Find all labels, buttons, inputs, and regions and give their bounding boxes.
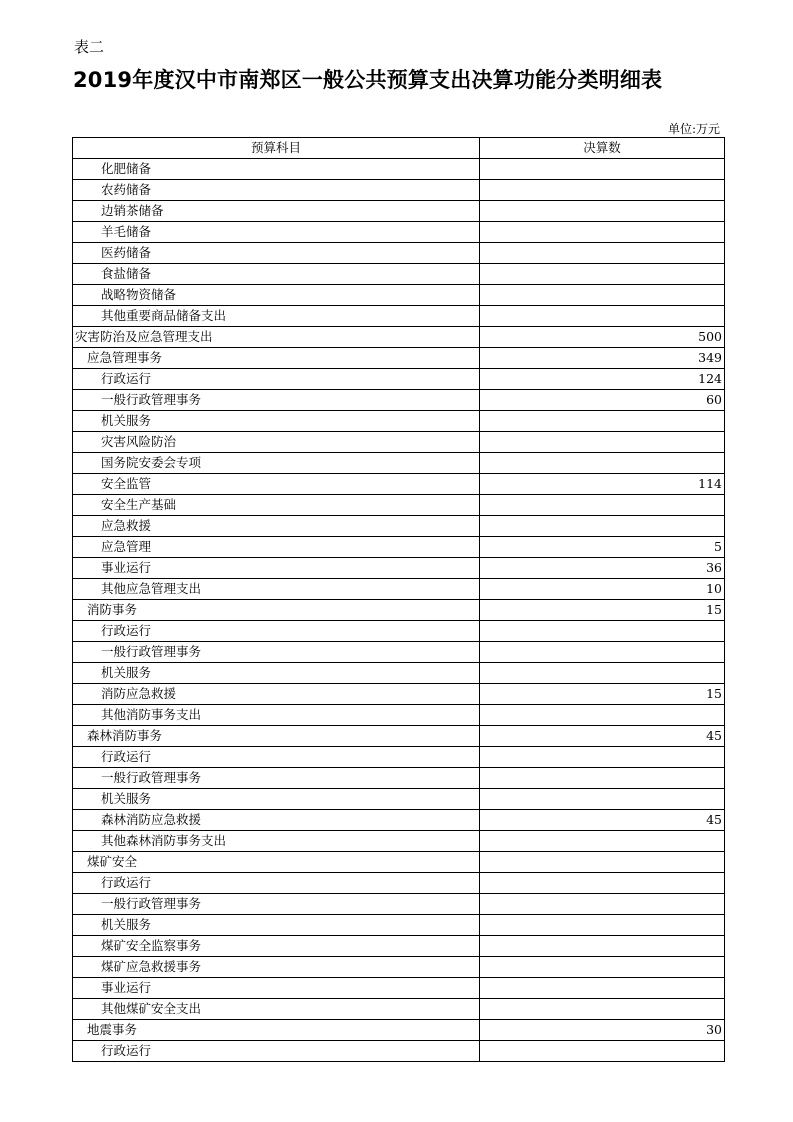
- table-row: [73, 579, 725, 600]
- row-subject-cell: 行政运行: [73, 873, 480, 894]
- table-row: [73, 789, 725, 810]
- row-amount-cell: [480, 705, 725, 726]
- row-subject-cell: 边销茶储备: [73, 201, 480, 222]
- table-row: [73, 894, 725, 915]
- row-amount-cell: [480, 642, 725, 663]
- row-amount-cell: [480, 621, 725, 642]
- row-amount-cell: [480, 264, 725, 285]
- table-row: [73, 327, 725, 348]
- row-subject-cell: 机关服务: [73, 789, 480, 810]
- row-amount-cell: [480, 432, 725, 453]
- row-subject-cell: 灾害防治及应急管理支出: [73, 327, 480, 348]
- table-body: [73, 159, 725, 1062]
- row-subject-cell: 一般行政管理事务: [73, 642, 480, 663]
- table-row: [73, 663, 725, 684]
- table-header-row: [73, 138, 725, 159]
- row-subject-cell: 行政运行: [73, 747, 480, 768]
- table-row: [73, 726, 725, 747]
- table-label: 表二: [74, 38, 105, 56]
- row-amount-cell: [480, 285, 725, 306]
- column-header-amount: 决算数: [480, 138, 725, 159]
- table-row: [73, 243, 725, 264]
- column-header-subject: 预算科目: [73, 138, 480, 159]
- table-row: [73, 600, 725, 621]
- row-subject-cell: 其他应急管理支出: [73, 579, 480, 600]
- row-subject-cell: 其他森林消防事务支出: [73, 831, 480, 852]
- row-subject-cell: 地震事务: [73, 1020, 480, 1041]
- row-amount-cell: [480, 936, 725, 957]
- row-amount-cell: 36: [480, 558, 725, 579]
- row-subject-cell: 机关服务: [73, 663, 480, 684]
- row-subject-cell: 事业运行: [73, 558, 480, 579]
- table-row: [73, 684, 725, 705]
- row-amount-cell: [480, 768, 725, 789]
- table-row: [73, 1041, 725, 1062]
- row-amount-cell: [480, 180, 725, 201]
- row-subject-cell: 其他煤矿安全支出: [73, 999, 480, 1020]
- row-amount-cell: [480, 453, 725, 474]
- table-row: [73, 285, 725, 306]
- row-subject-cell: 国务院安委会专项: [73, 453, 480, 474]
- row-amount-cell: [480, 516, 725, 537]
- row-amount-cell: 349: [480, 348, 725, 369]
- table-row: [73, 453, 725, 474]
- table-row: [73, 516, 725, 537]
- row-subject-cell: 森林消防事务: [73, 726, 480, 747]
- row-amount-cell: [480, 894, 725, 915]
- row-subject-cell: 应急管理: [73, 537, 480, 558]
- table-row: [73, 411, 725, 432]
- row-amount-cell: 60: [480, 390, 725, 411]
- row-amount-cell: [480, 306, 725, 327]
- row-amount-cell: 15: [480, 684, 725, 705]
- row-subject-cell: 事业运行: [73, 978, 480, 999]
- table-row: [73, 495, 725, 516]
- table-row: [73, 180, 725, 201]
- row-amount-cell: [480, 915, 725, 936]
- table-row: [73, 831, 725, 852]
- row-subject-cell: 行政运行: [73, 1041, 480, 1062]
- table-row: [73, 873, 725, 894]
- row-subject-cell: 煤矿应急救援事务: [73, 957, 480, 978]
- row-subject-cell: 煤矿安全监察事务: [73, 936, 480, 957]
- row-subject-cell: 一般行政管理事务: [73, 768, 480, 789]
- row-amount-cell: 45: [480, 810, 725, 831]
- row-amount-cell: [480, 663, 725, 684]
- row-subject-cell: 一般行政管理事务: [73, 894, 480, 915]
- row-subject-cell: 一般行政管理事务: [73, 390, 480, 411]
- row-amount-cell: [480, 495, 725, 516]
- row-subject-cell: 机关服务: [73, 915, 480, 936]
- row-subject-cell: 消防事务: [73, 600, 480, 621]
- row-subject-cell: 化肥储备: [73, 159, 480, 180]
- table-row: [73, 159, 725, 180]
- row-amount-cell: 500: [480, 327, 725, 348]
- row-subject-cell: 应急救援: [73, 516, 480, 537]
- row-amount-cell: [480, 789, 725, 810]
- row-subject-cell: 其他重要商品储备支出: [73, 306, 480, 327]
- row-subject-cell: 应急管理事务: [73, 348, 480, 369]
- table-row: [73, 432, 725, 453]
- table-row: [73, 768, 725, 789]
- row-amount-cell: [480, 831, 725, 852]
- row-subject-cell: 灾害风险防治: [73, 432, 480, 453]
- table-row: [73, 978, 725, 999]
- row-subject-cell: 消防应急救援: [73, 684, 480, 705]
- row-amount-cell: [480, 873, 725, 894]
- row-amount-cell: 30: [480, 1020, 725, 1041]
- table-row: [73, 222, 725, 243]
- row-amount-cell: 45: [480, 726, 725, 747]
- row-amount-cell: [480, 999, 725, 1020]
- row-subject-cell: 煤矿安全: [73, 852, 480, 873]
- table-row: [73, 936, 725, 957]
- table-row: [73, 306, 725, 327]
- table-row: [73, 705, 725, 726]
- row-subject-cell: 食盐储备: [73, 264, 480, 285]
- table-row: [73, 390, 725, 411]
- table-row: [73, 621, 725, 642]
- row-amount-cell: [480, 201, 725, 222]
- row-amount-cell: [480, 159, 725, 180]
- table-row: [73, 264, 725, 285]
- table-row: [73, 957, 725, 978]
- table-row: [73, 915, 725, 936]
- row-subject-cell: 医药储备: [73, 243, 480, 264]
- table-row: [73, 369, 725, 390]
- row-amount-cell: [480, 411, 725, 432]
- row-subject-cell: 战略物资储备: [73, 285, 480, 306]
- row-amount-cell: 10: [480, 579, 725, 600]
- row-amount-cell: [480, 978, 725, 999]
- table-row: [73, 852, 725, 873]
- row-subject-cell: 其他消防事务支出: [73, 705, 480, 726]
- unit-label: 单位:万元: [667, 122, 720, 136]
- row-amount-cell: [480, 852, 725, 873]
- row-amount-cell: 124: [480, 369, 725, 390]
- row-amount-cell: 5: [480, 537, 725, 558]
- row-subject-cell: 羊毛储备: [73, 222, 480, 243]
- table-row: [73, 1020, 725, 1041]
- row-amount-cell: [480, 957, 725, 978]
- row-subject-cell: 森林消防应急救援: [73, 810, 480, 831]
- table-row: [73, 747, 725, 768]
- row-subject-cell: 机关服务: [73, 411, 480, 432]
- row-subject-cell: 农药储备: [73, 180, 480, 201]
- page-title: 2019年度汉中市南郑区一般公共预算支出决算功能分类明细表: [73, 68, 663, 92]
- row-amount-cell: [480, 1041, 725, 1062]
- row-amount-cell: [480, 222, 725, 243]
- row-subject-cell: 行政运行: [73, 621, 480, 642]
- table-row: [73, 558, 725, 579]
- table-row: [73, 810, 725, 831]
- table-row: [73, 642, 725, 663]
- table-row: [73, 474, 725, 495]
- row-amount-cell: 114: [480, 474, 725, 495]
- row-subject-cell: 安全生产基础: [73, 495, 480, 516]
- row-amount-cell: [480, 243, 725, 264]
- table-row: [73, 201, 725, 222]
- table-row: [73, 999, 725, 1020]
- row-amount-cell: [480, 747, 725, 768]
- table-row: [73, 348, 725, 369]
- expenditure-table: [72, 137, 725, 1062]
- table-row: [73, 537, 725, 558]
- row-subject-cell: 行政运行: [73, 369, 480, 390]
- row-amount-cell: 15: [480, 600, 725, 621]
- row-subject-cell: 安全监管: [73, 474, 480, 495]
